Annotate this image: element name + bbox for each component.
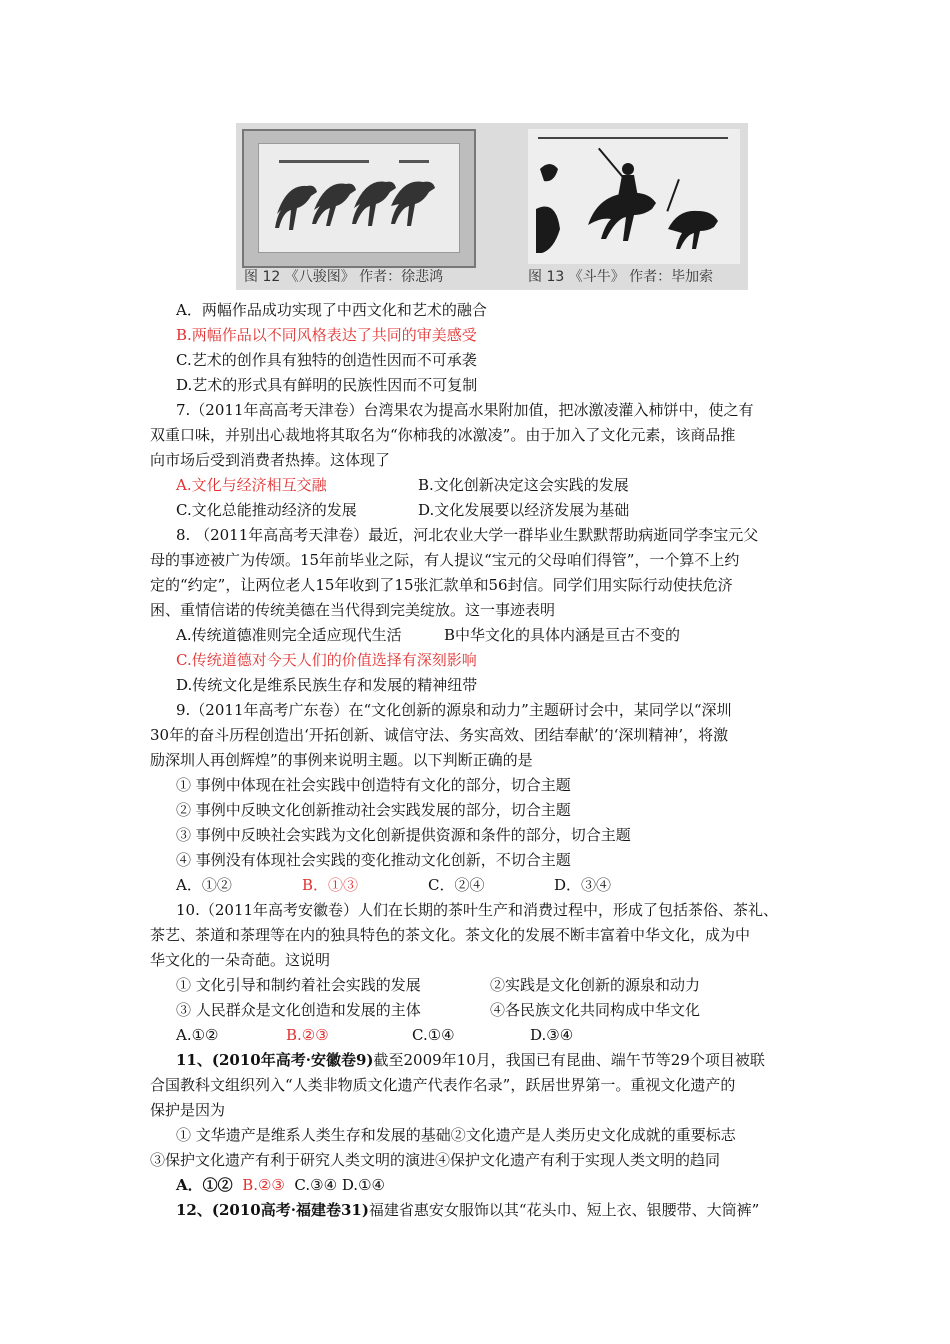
q10-stem-line-1: 10.（2011年高考安徽卷）人们在长期的茶叶生产和消费过程中，形成了包括茶俗、茶礼、 bbox=[176, 901, 779, 919]
q11-options-row bbox=[176, 1173, 385, 1197]
q9-statement-3: ③ 事例中反映社会实践为文化创新提供资源和条件的部分，切合主题 bbox=[176, 826, 631, 844]
q8-option-c: C.传统道德对今天人们的价值选择有深刻影响 bbox=[176, 651, 477, 669]
q11-stem-line-1 bbox=[176, 1048, 765, 1072]
q10-option-d: D.③④ bbox=[530, 1026, 574, 1044]
q7-option-d: D.文化发展要以经济发展为基础 bbox=[418, 501, 630, 519]
q9-statement-2: ② 事例中反映文化创新推动社会实践发展的部分，切合主题 bbox=[176, 801, 571, 819]
q10-stem-line-2: 茶艺、茶道和茶理等在内的独具特色的茶文化。茶文化的发展不断丰富着中华文化，成为中 bbox=[150, 926, 751, 944]
q8-option-d: D.传统文化是维系民族生存和发展的精神纽带 bbox=[176, 676, 478, 694]
q10-statement-2: ②实践是文化创新的源泉和动力 bbox=[490, 976, 701, 994]
q7-stem-line-2: 双重口味，并别出心裁地将其取名为“你柿我的冰激凌”。由于加入了文化元素，该商品推 bbox=[150, 426, 736, 444]
eight-horses-painting bbox=[242, 129, 476, 268]
q8-option-b: B中华文化的具体内涵是亘古不变的 bbox=[444, 626, 681, 644]
bullfight-illustration bbox=[528, 129, 740, 264]
q10-statement-1: ① 文化引导和制约着社会实践的发展 bbox=[176, 976, 421, 994]
q11-option-a: A．①② bbox=[176, 1176, 233, 1194]
q6-option-a: A．两幅作品成功实现了中西文化和艺术的融合 bbox=[176, 301, 487, 319]
q10-statement-4: ④各民族文化共同构成中华文化 bbox=[490, 1001, 701, 1019]
q9-stem-line-1: 9.（2011年高考广东卷）在“文化创新的源泉和动力”主题研讨会中，某同学以“深圳 bbox=[176, 701, 732, 719]
q11-stem-text: 截至2009年10月，我国已有昆曲、端午节等29个项目被联 bbox=[373, 1051, 765, 1069]
q10-option-a: A.①② bbox=[176, 1026, 219, 1044]
q11-option-b: B.②③ bbox=[242, 1176, 285, 1194]
q7-stem-line-1: 7.（2011年高高考天津卷）台湾果农为提高水果附加值，把冰激凌灌入柿饼中，使之有 bbox=[176, 401, 754, 419]
q9-option-c: C．②④ bbox=[428, 876, 485, 894]
q9-option-b: B．①③ bbox=[302, 876, 359, 894]
q11-label: 11、(2010年高考·安徽卷9) bbox=[176, 1051, 374, 1069]
q11-option-c: C.③④ bbox=[294, 1176, 338, 1194]
q8-stem-line-3: 定的“约定”，让两位老人15年收到了15张汇款单和56封信。同学们用实际行动使扶危济 bbox=[150, 576, 733, 594]
q8-stem-line-2: 母的事迹被广为传颂。15年前毕业之际，有人提议“宝元的父母咱们得管”，一个算不上约 bbox=[150, 551, 740, 569]
q7-option-c: C.文化总能推动经济的发展 bbox=[176, 501, 357, 519]
q12-stem-line-1 bbox=[176, 1198, 759, 1222]
q8-option-a: A.传统道德准则完全适应现代生活 bbox=[176, 626, 402, 644]
artwork-figure bbox=[236, 123, 748, 290]
bullfight-drawing bbox=[528, 129, 740, 264]
q9-statement-4: ④ 事例没有体现社会实践的变化推动文化创新，不切合主题 bbox=[176, 851, 571, 869]
q10-statement-3: ③ 人民群众是文化创造和发展的主体 bbox=[176, 1001, 421, 1019]
q6-option-d: D.艺术的形式具有鲜明的民族性因而不可复制 bbox=[176, 376, 478, 394]
q9-statement-1: ① 事例中体现在社会实践中创造特有文化的部分，切合主题 bbox=[176, 776, 571, 794]
q10-option-c: C.①④ bbox=[412, 1026, 455, 1044]
q7-stem-line-3: 向市场后受到消费者热捧。这体现了 bbox=[150, 451, 391, 469]
horses-illustration bbox=[259, 144, 459, 252]
q10-option-b: B.②③ bbox=[286, 1026, 329, 1044]
q12-stem-text: 福建省惠安女服饰以其“花头巾、短上衣、银腰带、大筒裤” bbox=[368, 1201, 760, 1219]
q11-statements-3-4: ③保护文化遗产有利于研究人类文明的演进④保护文化遗产有利于实现人类文明的趋同 bbox=[150, 1151, 721, 1169]
q6-option-c: C.艺术的创作具有独特的创造性因而不可承袭 bbox=[176, 351, 477, 369]
q12-label: 12、(2010高考·福建卷31) bbox=[176, 1201, 369, 1219]
q8-stem-line-1: 8. （2011年高高考天津卷）最近，河北农业大学一群毕业生默默帮助病逝同学李宝元父 bbox=[176, 526, 759, 544]
q11-option-d: D.①④ bbox=[341, 1176, 385, 1194]
q9-stem-line-2: 30年的奋斗历程创造出‘开拓创新、诚信守法、务实高效、团结奉献’的‘深圳精神’，将激 bbox=[150, 726, 729, 744]
q7-option-b: B.文化创新决定这会实践的发展 bbox=[418, 476, 629, 494]
q11-statements-1-2: ① 文华遗产是维系人类生存和发展的基础②文化遗产是人类历史文化成就的重要标志 bbox=[176, 1126, 736, 1144]
q9-option-a: A．①② bbox=[176, 876, 232, 894]
q6-option-b: B.两幅作品以不同风格表达了共同的审美感受 bbox=[176, 326, 477, 344]
q7-option-a: A.文化与经济相互交融 bbox=[176, 476, 327, 494]
caption-left: 图 12 《八骏图》 作者：徐悲鸿 bbox=[244, 269, 444, 285]
q9-option-d: D．③④ bbox=[554, 876, 612, 894]
q10-stem-line-3: 华文化的一朵奇葩。这说明 bbox=[150, 951, 331, 969]
q11-stem-line-3: 保护是因为 bbox=[150, 1101, 226, 1119]
q9-stem-line-3: 励深圳人再创辉煌”的事例来说明主题。以下判断正确的是 bbox=[150, 751, 533, 769]
q8-stem-line-4: 困、重情信诺的传统美德在当代得到完美绽放。这一事迹表明 bbox=[150, 601, 556, 619]
q11-stem-line-2: 合国教科文组织列入“人类非物质文化遗产代表作名录”，跃居世界第一。重视文化遗产的 bbox=[150, 1076, 736, 1094]
caption-right: 图 13 《斗牛》 作者：毕加索 bbox=[528, 269, 714, 285]
